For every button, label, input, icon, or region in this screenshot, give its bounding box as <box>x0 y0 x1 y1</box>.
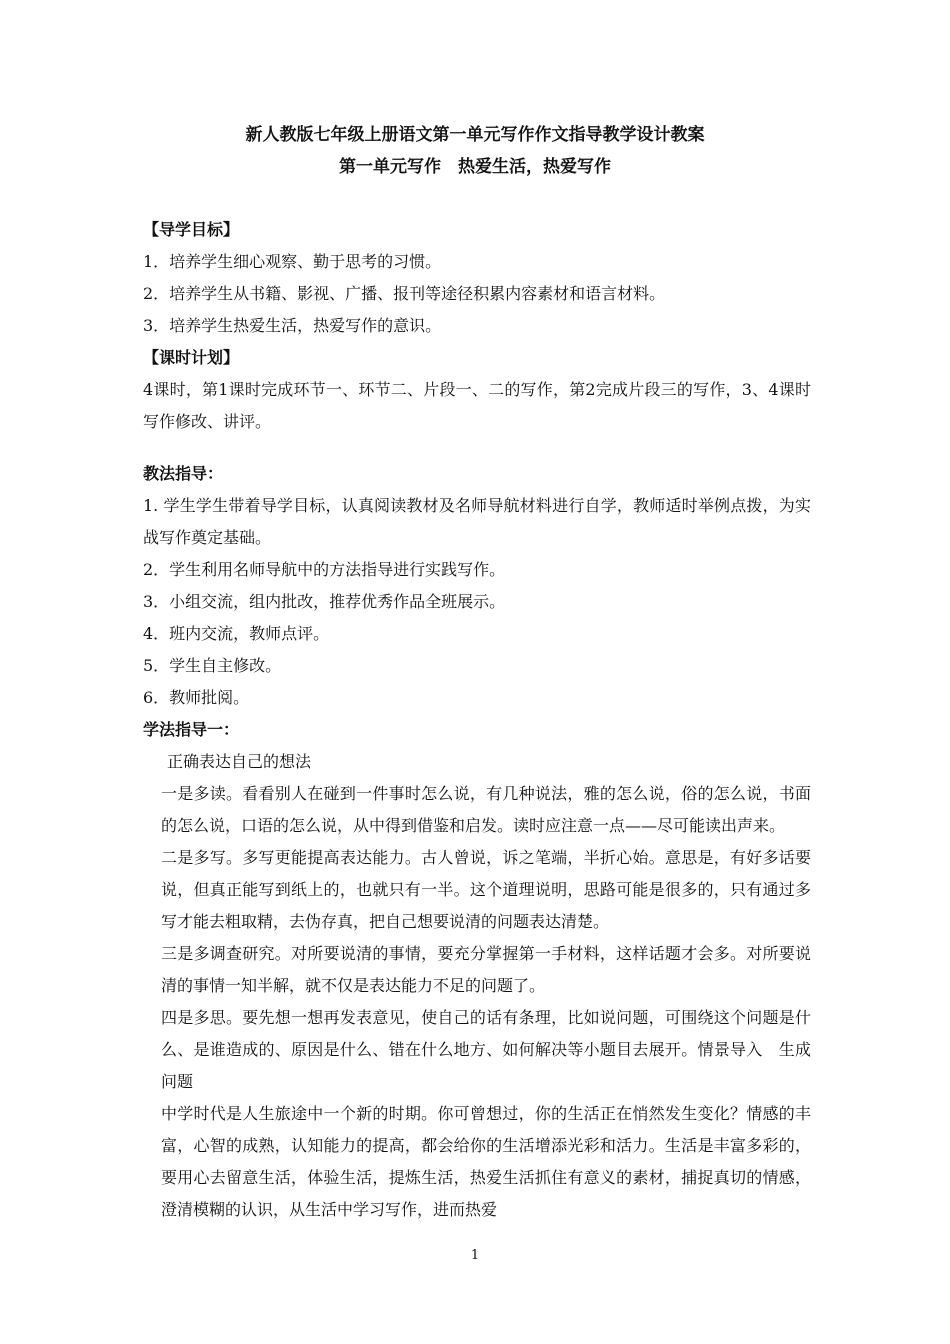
learning-method-paragraph: 一是多读。看看别人在碰到一件事时怎么说，有几种说法，雅的怎么说，俗的怎么说，书面的怎么说，口语的怎么说，从中得到借鉴和启发。读时应注意一点——尽可能读出声来。 <box>161 784 811 835</box>
learning-method-heading: 学法指导一： <box>143 720 240 739</box>
learning-method-subheading: 正确表达自己的想法 <box>167 752 312 771</box>
document-subtitle: 第一单元写作 热爱生活，热爱写作 <box>339 157 611 177</box>
guide-goal-item: 1．培养学生细心观察、勤于思考的习惯。 <box>143 252 442 271</box>
lesson-plan-text: 4课时，第1课时完成环节一、环节二、片段一、二的写作，第2完成片段三的写作，3、4课时写作修改、讲评。 <box>143 380 811 431</box>
teaching-method-item: 2．学生利用名师导航中的方法指导进行实践写作。 <box>143 560 506 579</box>
guide-goal-item: 3．培养学生热爱生活，热爱写作的意识。 <box>143 316 442 335</box>
learning-method-paragraph: 中学时代是人生旅途中一个新的时期。你可曾想过，你的生活正在悄然发生变化？情感的丰富，心智的成熟，认知能力的提高，都会给你的生活增添光彩和活力。生活是丰富多彩的，要用心去留意生活，体验生活，提炼生活，热爱生活抓住有意义的素材，捕捉真切的情感，澄清模糊的认识，从生活中学习写作，进而热爱 <box>161 1104 811 1219</box>
teaching-method-item: 6．教师批阅。 <box>143 688 250 707</box>
document-body <box>143 214 811 1226</box>
teaching-method-heading: 教法指导： <box>143 464 224 483</box>
learning-method-paragraph: 四是多思。要先想一想再发表意见，使自己的话有条理，比如说问题，可围绕这个问题是什么、是谁造成的、原因是什么、错在什么地方、如何解决等小题目去展开。情景导入 生成问题 <box>161 1008 811 1091</box>
guide-goal-item: 2．培养学生从书籍、影视、广播、报刊等途径积累内容素材和语言材料。 <box>143 284 666 303</box>
teaching-method-item: 3．小组交流，组内批改，推荐优秀作品全班展示。 <box>143 592 506 611</box>
guide-goals-heading: 【导学目标】 <box>143 220 240 239</box>
page-number: 1 <box>470 1248 480 1263</box>
learning-method-paragraph: 二是多写。多写更能提高表达能力。古人曾说，诉之笔端，半折心始。意思是，有好多话要说，但真正能写到纸上的，也就只有一半。这个道理说明，思路可能是很多的，只有通过多写才能去粗取精，去伪存真，把自己想要说清的问题表达清楚。 <box>161 848 811 931</box>
learning-method-paragraph: 三是多调查研究。对所要说清的事情，要充分掌握第一手材料，这样话题才会多。对所要说清的事情一知半解，就不仅是表达能力不足的问题了。 <box>161 944 811 995</box>
lesson-plan-heading: 【课时计划】 <box>143 348 240 367</box>
teaching-method-item: 1. 学生学生带着导学目标，认真阅读教材及名师导航材料进行自学，教师适时举例点拨，为实战写作奠定基础。 <box>143 496 811 547</box>
teaching-method-item: 5．学生自主修改。 <box>143 656 282 675</box>
teaching-method-item: 4．班内交流，教师点评。 <box>143 624 330 643</box>
document-title: 新人教版七年级上册语文第一单元写作作文指导教学设计教案 <box>245 125 705 145</box>
